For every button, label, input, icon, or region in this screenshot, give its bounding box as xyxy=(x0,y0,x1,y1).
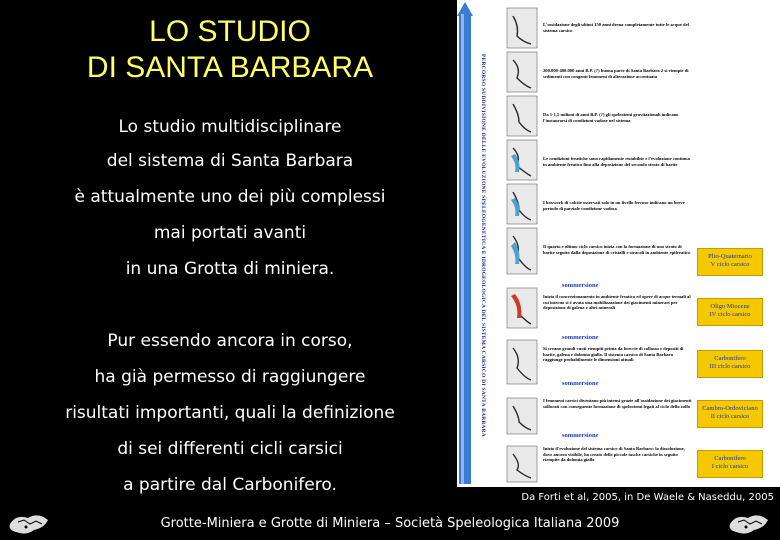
figure-vertical-text: PERCORSO SUDDIVISIONE DELLE EVOLUZIONE SPELEOGENETICA E IDROGEOLOGICA DEL SISTEMA CARSICO DI SANTA BARBARA xyxy=(480,53,486,437)
stage-text: L'ossidazione degli ultimi 150 anni drena completamente tutte le acque del sistema carsico xyxy=(543,22,689,33)
body-line: di sei differenti cicli carsici xyxy=(117,439,343,459)
body-line: a partire dal Carbonifero. xyxy=(123,475,337,495)
slide-title xyxy=(30,14,430,86)
period-cycle: III ciclo carsico xyxy=(709,363,751,370)
period-name: Cambro-Ordoviciano xyxy=(702,405,758,412)
cave-section-thumbnails xyxy=(505,6,541,484)
stage-text: Inizia il concrezionamento in ambiente freatico ed opere di acque termali al cui interno si è avuta una mobilizzazione dei giacimenti minerari per deposizione di galena e altri minerali xyxy=(543,294,691,310)
stage-text: Inizio il'evoluzione del sistema carsico di Santo Barbaro: la dissoluzione, dove ancora visibile, ha creato delle piccole tasche carsiche in seguito riempite da dolomia gialla xyxy=(543,446,685,462)
period-box xyxy=(697,350,763,378)
stage-text: Le condizioni freatiche sono rapidamente ristabilite e l'evoluzione continua in ambiente freatico fino alla deposizione del secondo strato di barite xyxy=(543,156,690,167)
stage-text: Da 1-1,5 milioni di anni B.P. (?) gli speleotemi gravitazionali indicano l'instaurarsi di condizioni vadose nel sistema xyxy=(543,112,679,123)
stage-text: 200.000-400.000 anni B.P. (?) buona parte di Santa Barbara 2 si riempie di sedimenti con congenti fenomeni di alterazione accentuata xyxy=(543,68,689,79)
body-line: è attualmente uno dei più complessi xyxy=(74,187,386,207)
submersion-label: sommersione xyxy=(562,380,599,387)
period-name: Plio-Quaternario xyxy=(708,253,752,260)
title-line-1: LO STUDIO xyxy=(149,15,311,48)
stage-text: Si creano grandi vuoti riempiti prima da breccie di collasso e depositi di barite, galena e dolomia gialla. Il sistema carsico di Santa Barbara raggiunge probabilmente le dimensioni attuali xyxy=(543,346,684,362)
period-box xyxy=(697,248,763,276)
stage-text: I boxwork di calcite osservati solo in un livello ferroso indicano un breve periodo di parziale condizione vadosa xyxy=(543,200,685,211)
submersion-label: sommersione xyxy=(562,334,599,341)
body-line: risultati importanti, quali la definizione xyxy=(65,403,395,423)
period-cycle: I ciclo carsico xyxy=(711,463,749,470)
body-line: mai portati avanti xyxy=(153,223,307,243)
body-line: ha già permesso di raggiungere xyxy=(94,367,366,387)
period-cycle: II ciclo carsico xyxy=(710,413,750,420)
body-line: Pur essendo ancora in corso, xyxy=(107,331,353,351)
submersion-label: sommersione xyxy=(562,282,599,289)
stage-text: I fenomeni carsici diventano più intensi grazie all'ossidazione dei giacimenti solforati con conseguente formazione di speleotemi legati al ciclo dello zolfo xyxy=(543,398,692,409)
slide-footer: Grotte-Miniera e Grotte di Miniera – Società Speleologica Italiana 2009 xyxy=(160,516,620,531)
period-cycle: IV ciclo carsico xyxy=(709,311,751,318)
stage-text: Il quarto e ultimo ciclo carsico inizia con la formazione di uno strato di barite seguito dalla deposizione di cristalli e stracoli in ambiente epifreatico xyxy=(543,244,691,255)
period-cycle: V ciclo carsico xyxy=(710,261,750,268)
speleogenesis-figure xyxy=(457,0,780,487)
title-line-2: DI SANTA BARBARA xyxy=(86,51,374,84)
period-box xyxy=(697,450,763,478)
body-line: del sistema di Santa Barbara xyxy=(106,151,354,171)
body-line: Lo studio multidisciplinare xyxy=(118,117,342,137)
period-box xyxy=(697,400,763,428)
period-name: Carbonifero xyxy=(714,455,746,462)
submersion-label: sommersione xyxy=(562,432,599,439)
period-box xyxy=(697,298,763,326)
period-name: Carbonifero xyxy=(714,355,746,362)
period-name: Oligo Miocene xyxy=(710,303,750,310)
figure-caption: Da Forti et al, 2005, in De Waele & Naseddu, 2005 xyxy=(521,492,774,503)
body-line: in una Grotta di miniera. xyxy=(125,259,335,279)
